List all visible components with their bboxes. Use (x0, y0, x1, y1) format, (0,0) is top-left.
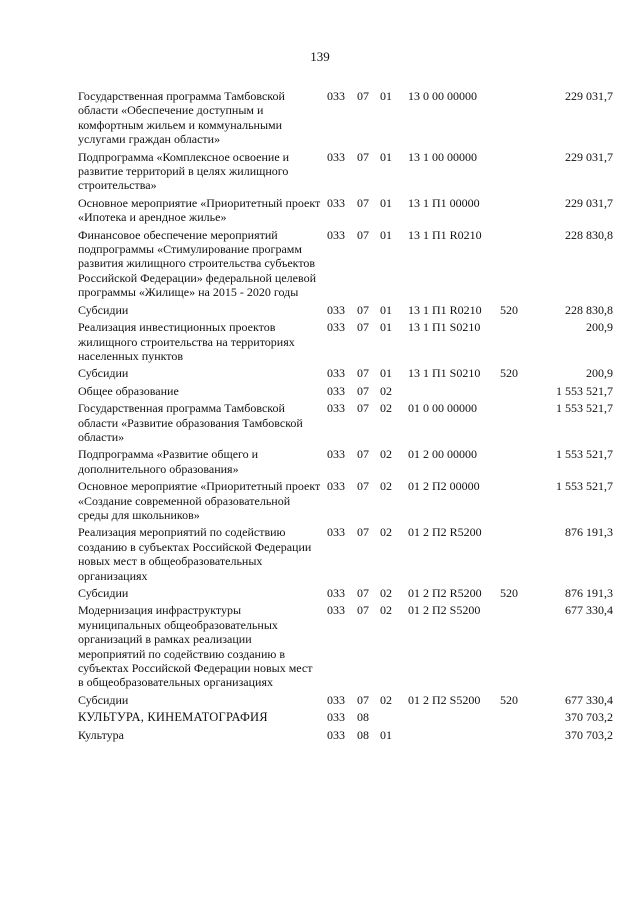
subsection-code-cell: 02 (380, 383, 392, 398)
section-code-cell: 07 (357, 149, 369, 164)
section-code-cell: 08 (357, 727, 369, 742)
row-name-cell: Основное мероприятие «Приоритетный проект «Ипотека и арендное жилье» (78, 195, 321, 225)
section-code-cell: 07 (357, 586, 369, 600)
expense-type-cell (500, 447, 538, 479)
table-row (78, 479, 613, 525)
subsection-code-cell: 01 (380, 195, 392, 210)
section-code-cell: 08 (357, 710, 369, 725)
section-code-cell: 07 (357, 320, 369, 335)
amount-cell: 228 830,8 (565, 302, 613, 317)
target-article-cell: 01 0 00 00000 (408, 401, 477, 416)
section-code-cell: 07 (357, 195, 369, 210)
expense-type-cell: 520 (500, 586, 518, 600)
expense-type-cell (500, 401, 538, 447)
amount-cell: 370 703,2 (565, 710, 613, 725)
row-name-cell: Субсидии (78, 692, 129, 707)
section-code-cell: 07 (357, 525, 369, 540)
target-article-cell: 01 2 00 00000 (408, 447, 477, 462)
expense-type-cell: 520 (500, 366, 518, 381)
subsection-code-cell: 02 (380, 401, 392, 416)
ministry-code-cell: 033 (327, 195, 345, 210)
ministry-code-cell: 033 (327, 710, 345, 725)
ministry-code-cell: 033 (327, 603, 345, 618)
subsection-code-cell: 01 (380, 727, 392, 742)
table-row (78, 228, 613, 303)
table-row (78, 728, 613, 745)
expense-type-cell (500, 728, 538, 745)
table-row (78, 150, 613, 196)
table-row (78, 447, 613, 479)
ministry-code-cell: 033 (327, 383, 345, 398)
row-name-cell: КУЛЬТУРА, КИНЕМАТОГРАФИЯ (78, 710, 268, 725)
table-row (78, 603, 613, 692)
ministry-code-cell: 033 (327, 401, 345, 416)
ministry-code-cell: 033 (327, 89, 345, 103)
target-article-cell (408, 710, 500, 727)
row-name-cell: Субсидии (78, 302, 129, 317)
subsection-code-cell: 01 (380, 320, 392, 335)
target-article-cell: 01 2 П2 R5200 (408, 586, 482, 600)
amount-cell: 1 553 521,7 (556, 447, 613, 462)
section-code-cell: 07 (357, 603, 369, 618)
amount-cell: 1 553 521,7 (556, 479, 613, 494)
target-article-cell: 13 0 00 00000 (408, 89, 477, 103)
amount-cell: 370 703,2 (565, 727, 613, 742)
amount-cell: 229 031,7 (565, 149, 613, 164)
target-article-cell: 13 1 00 00000 (408, 149, 477, 164)
row-name-cell: Подпрограмма «Комплексное освоение и развитие территорий в целях жилищного строительства» (78, 149, 290, 193)
section-code-cell: 07 (357, 366, 369, 381)
section-code-cell: 07 (357, 401, 369, 416)
target-article-cell: 13 1 П1 S0210 (408, 366, 481, 381)
ministry-code-cell: 033 (327, 149, 345, 164)
page-number: 139 (310, 49, 330, 64)
amount-cell: 200,9 (586, 320, 613, 335)
table-row (78, 384, 613, 401)
expense-type-cell: 520 (500, 302, 518, 317)
ministry-code-cell: 033 (327, 525, 345, 540)
row-name-cell: Общее образование (78, 383, 179, 398)
section-code-cell: 07 (357, 383, 369, 398)
table-row (78, 303, 613, 320)
amount-cell: 1 553 521,7 (556, 383, 613, 398)
amount-cell: 677 330,4 (565, 692, 613, 707)
section-code-cell: 07 (357, 302, 369, 317)
expense-type-cell (500, 196, 538, 228)
amount-cell: 229 031,7 (565, 89, 613, 103)
subsection-code-cell: 02 (380, 479, 392, 494)
amount-cell: 1 553 521,7 (556, 401, 613, 416)
ministry-code-cell: 033 (327, 479, 345, 494)
expense-type-cell (500, 228, 538, 303)
amount-cell: 677 330,4 (565, 603, 613, 618)
ministry-code-cell: 033 (327, 227, 345, 242)
target-article-cell: 13 1 П1 00000 (408, 195, 480, 210)
expense-type-cell (500, 384, 538, 401)
subsection-code-cell: 01 (380, 366, 392, 381)
row-name-cell: Субсидии (78, 586, 129, 600)
row-name-cell: Реализация инвестиционных проектов жилищного строительства на территориях населенных пунктов (78, 320, 295, 363)
subsection-code-cell: 02 (380, 692, 392, 707)
ministry-code-cell: 033 (327, 447, 345, 462)
section-code-cell: 07 (357, 227, 369, 242)
ministry-code-cell: 033 (327, 320, 345, 335)
ministry-code-cell: 033 (327, 586, 345, 600)
subsection-code-cell (380, 710, 408, 727)
row-name-cell: Подпрограмма «Развитие общего и дополнительного образования» (78, 447, 259, 476)
expense-type-cell (500, 320, 538, 366)
amount-cell: 876 191,3 (565, 586, 613, 600)
budget-table (78, 89, 613, 745)
amount-cell: 200,9 (586, 366, 613, 381)
expense-type-cell (500, 603, 538, 692)
row-name-cell: Культура (78, 727, 124, 742)
target-article-cell (408, 728, 500, 745)
amount-cell: 228 830,8 (565, 227, 613, 242)
amount-cell: 229 031,7 (565, 195, 613, 210)
row-name-cell: Основное мероприятие «Приоритетный проект «Создание современной образовательной среды для школьников» (78, 479, 321, 522)
target-article-cell (408, 384, 500, 401)
target-article-cell: 01 2 П2 R5200 (408, 525, 482, 540)
section-code-cell: 07 (357, 692, 369, 707)
table-row (78, 366, 613, 383)
subsection-code-cell: 02 (380, 603, 392, 618)
target-article-cell: 01 2 П2 00000 (408, 479, 480, 494)
amount-cell: 876 191,3 (565, 525, 613, 540)
row-name-cell: Государственная программа Тамбовской области «Развитие образования Тамбовской области» (78, 401, 303, 444)
expense-type-cell: 520 (500, 692, 518, 707)
ministry-code-cell: 033 (327, 727, 345, 742)
expense-type-cell (500, 479, 538, 525)
ministry-code-cell: 033 (327, 302, 345, 317)
table-row (78, 693, 613, 710)
section-code-cell: 07 (357, 447, 369, 462)
subsection-code-cell: 01 (380, 89, 392, 103)
target-article-cell: 13 1 П1 R0210 (408, 302, 482, 317)
budget-table-body (78, 89, 613, 745)
table-row (78, 710, 613, 727)
expense-type-cell (500, 525, 538, 586)
target-article-cell: 13 1 П1 R0210 (408, 227, 482, 242)
table-row (78, 196, 613, 228)
subsection-code-cell: 01 (380, 149, 392, 164)
subsection-code-cell: 02 (380, 447, 392, 462)
row-name-cell: Реализация мероприятий по содействию созданию в субъектах Российской Федерации новых мест в общеобразовательных организациях (78, 525, 312, 583)
ministry-code-cell: 033 (327, 366, 345, 381)
subsection-code-cell: 01 (380, 302, 392, 317)
row-name-cell: Субсидии (78, 366, 129, 381)
expense-type-cell (500, 150, 538, 196)
ministry-code-cell: 033 (327, 692, 345, 707)
section-code-cell: 07 (357, 89, 369, 103)
table-row (78, 525, 613, 586)
target-article-cell: 01 2 П2 S5200 (408, 603, 481, 618)
table-row (78, 320, 613, 366)
subsection-code-cell: 02 (380, 586, 392, 600)
expense-type-cell (500, 89, 538, 150)
table-row (78, 586, 613, 603)
section-code-cell: 07 (357, 479, 369, 494)
expense-type-cell (500, 710, 538, 727)
row-name-cell: Финансовое обеспечение мероприятий подпрограммы «Стимулирование программ развития жилищного строительства субъектов Российской Федерации» федеральной целевой программы «Жилище» на 2015 - 2020 годы (78, 227, 316, 300)
subsection-code-cell: 02 (380, 525, 392, 540)
table-row (78, 401, 613, 447)
table-row (78, 89, 613, 150)
target-article-cell: 01 2 П2 S5200 (408, 692, 481, 707)
row-name-cell: Модернизация инфраструктуры муниципальных общеобразовательных организаций в рамках реализации мероприятий по содействию созданию в субъектах Российской Федерации новых мест в общеобразовательных организациях (78, 603, 313, 690)
subsection-code-cell: 01 (380, 227, 392, 242)
target-article-cell: 13 1 П1 S0210 (408, 320, 481, 335)
row-name-cell: Государственная программа Тамбовской области «Обеспечение доступным и комфортным жильем и коммунальными услугами граждан области» (78, 89, 285, 147)
